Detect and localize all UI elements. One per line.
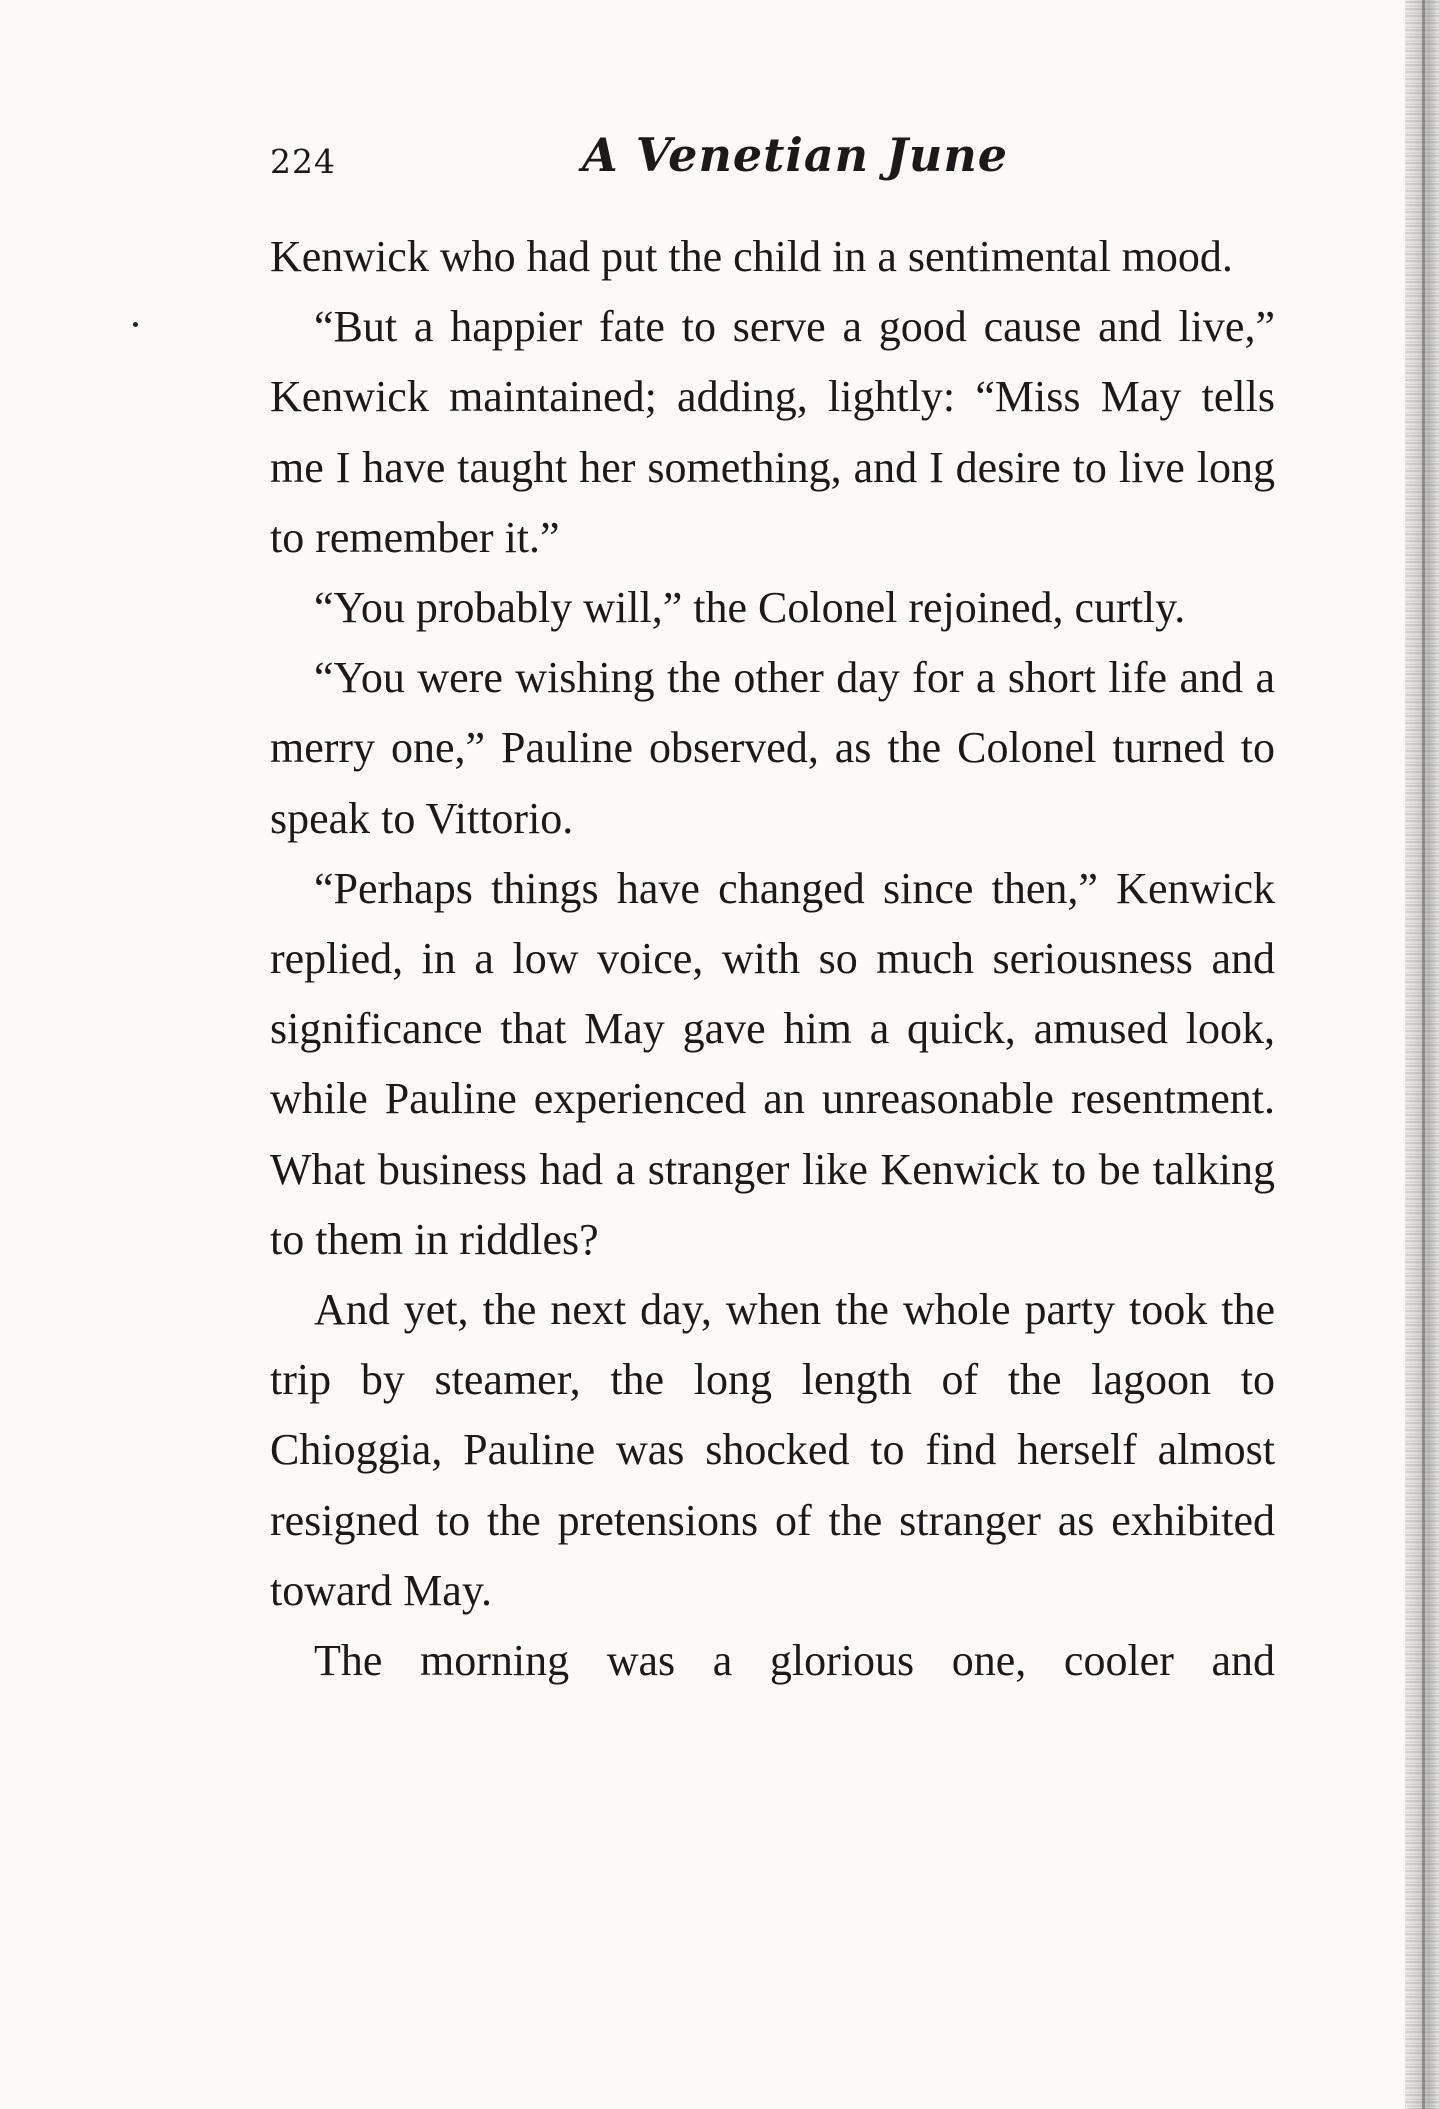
running-title: A Venetian June xyxy=(582,128,1009,182)
page-number: 224 xyxy=(270,142,336,181)
ink-speck xyxy=(133,322,138,327)
paragraph: “You probably will,” the Colonel rejoined, curtly. xyxy=(314,583,1186,633)
paragraph: And yet, the next day, when the whole party took the trip by steamer, the long length of the lagoon to Chioggia, Pauline was shocked to find herself almost resigned to the pretensions of the stranger as exhibited toward May. xyxy=(270,1285,1275,1615)
binding-edge xyxy=(1422,0,1425,2109)
paragraph: “You were wishing the other day for a short life and a merry one,” Pauline observed, as the Colonel turned to speak to Vittorio. xyxy=(270,653,1275,843)
paragraph: The morning was a glorious one, cooler and xyxy=(314,1636,1275,1686)
running-head xyxy=(270,128,1275,198)
body-text xyxy=(270,222,1275,1696)
paragraph: “Perhaps things have changed since then,” Kenwick replied, in a low voice, with so much seriousness and significance that May gave him a quick, amused look, while Pauline experienced an unreasonable resentment. What business had a stranger like Kenwick to be talking to them in riddles? xyxy=(270,863,1275,1264)
paragraph: Kenwick who had put the child in a sentimental mood. xyxy=(270,232,1233,281)
paragraph: “But a happier fate to serve a good cause and live,” Kenwick maintained; adding, lightly: “Miss May tells me I have taught her something, and I desire to live long to remember it.” xyxy=(270,302,1275,562)
